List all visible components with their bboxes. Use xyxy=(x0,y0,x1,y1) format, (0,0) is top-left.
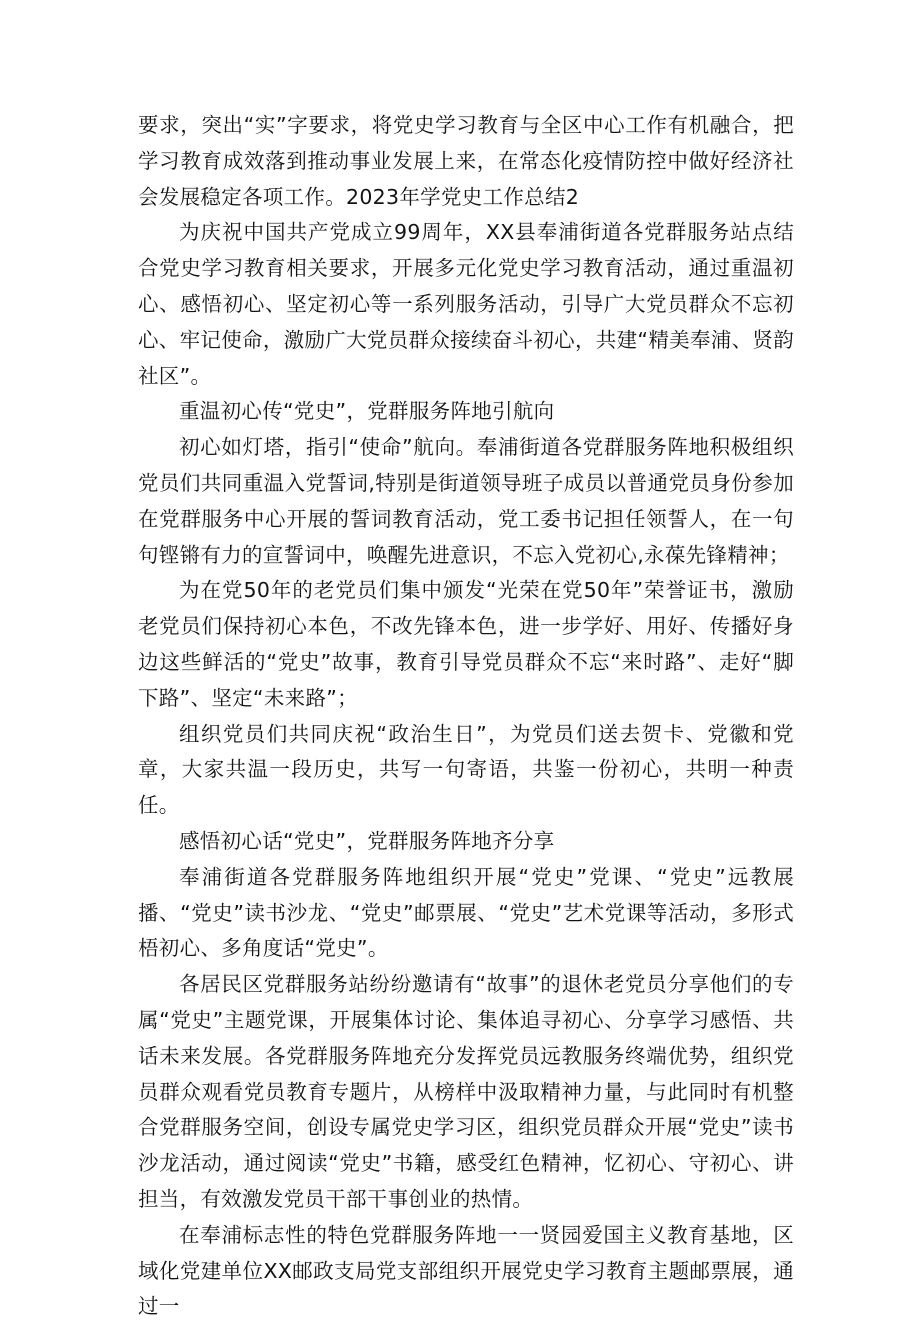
paragraph-5: 组织党员们共同庆祝“政治生日”，为党员们送去贺卡、党徽和党章，大家共温一段历史，共写一句寄语，共鉴一份初心，共明一种责任。 xyxy=(138,721,794,818)
paragraph-1: 要求，突出“实”字要求，将党史学习教育与全区中心工作有机融合，把学习教育成效落到推动事业发展上来，在常态化疫情防控中做好经济社会发展稳定各项工作。2023年学党史工作总结2 xyxy=(138,113,794,209)
paragraph-3: 初心如灯塔，指引“使命”航向。奉浦街道各党群服务阵地积极组织党员们共同重温入党誓词,特别是街道领导班子成员以普通党员身份参加在党群服务中心开展的誓词教育活动，党工委书记担任领誓人，在一句句铿锵有力的宣誓词中，唤醒先进意识，不忘入党初心,永葆先锋精神； xyxy=(138,435,794,567)
paragraph-7: 各居民区党群服务站纷纷邀请有“故事”的退休老党员分享他们的专属“党史”主题党课，开展集体讨论、集体追寻初心、分享学习感悟、共话未来发展。各党群服务阵地充分发挥党员远教服务终端优势，组织党员群众观看党员教育专题片，从榜样中汲取精神力量，与此同时有机整合党群服务空间，创设专属党史学习区，组织党员群众开展“党史”读书沙龙活动，通过阅读“党史”书籍，感受红色精神，忆初心、守初心、讲担当，有效激发党员干部干事创业的热情。 xyxy=(138,972,794,1211)
paragraph-6: 奉浦街道各党群服务阵地组织开展“党史”党课、“党史”远教展播、“党史”读书沙龙、“党史”邮票展、“党史”艺术党课等活动，多形式梧初心、多角度话“党史”。 xyxy=(138,864,794,961)
document-body xyxy=(138,108,794,1325)
paragraph-4: 为在党50年的老党员们集中颁发“光荣在党50年”荣誉证书，激励老党员们保持初心本色，不改先锋本色，进一步学好、用好、传播好身边这些鲜活的“党史”故事，教育引导党员群众不忘“来时路”、走好“脚下路”、坚定“未来路”； xyxy=(138,578,794,710)
paragraph-8: 在奉浦标志性的特色党群服务阵地一一贤园爱国主义教育基地，区域化党建单位XX邮政支局党支部组织开展党史学习教育主题邮票展，通过一 xyxy=(138,1222,794,1319)
paragraph-2: 为庆祝中国共产党成立99周年，XX县奉浦街道各党群服务站点结合党史学习教育相关要求，开展多元化党史学习教育活动，通过重温初心、感悟初心、坚定初心等一系列服务活动，引导广大党员群众不忘初心、牢记使命，激励广大党员群众接续奋斗初心，共建“精美奉浦、贤韵社区”。 xyxy=(138,220,794,388)
section-heading-2: 感悟初心话“党史”，党群服务阵地齐分享 xyxy=(179,828,555,853)
section-heading-1: 重温初心传“党史”，党群服务阵地引航向 xyxy=(179,399,555,424)
